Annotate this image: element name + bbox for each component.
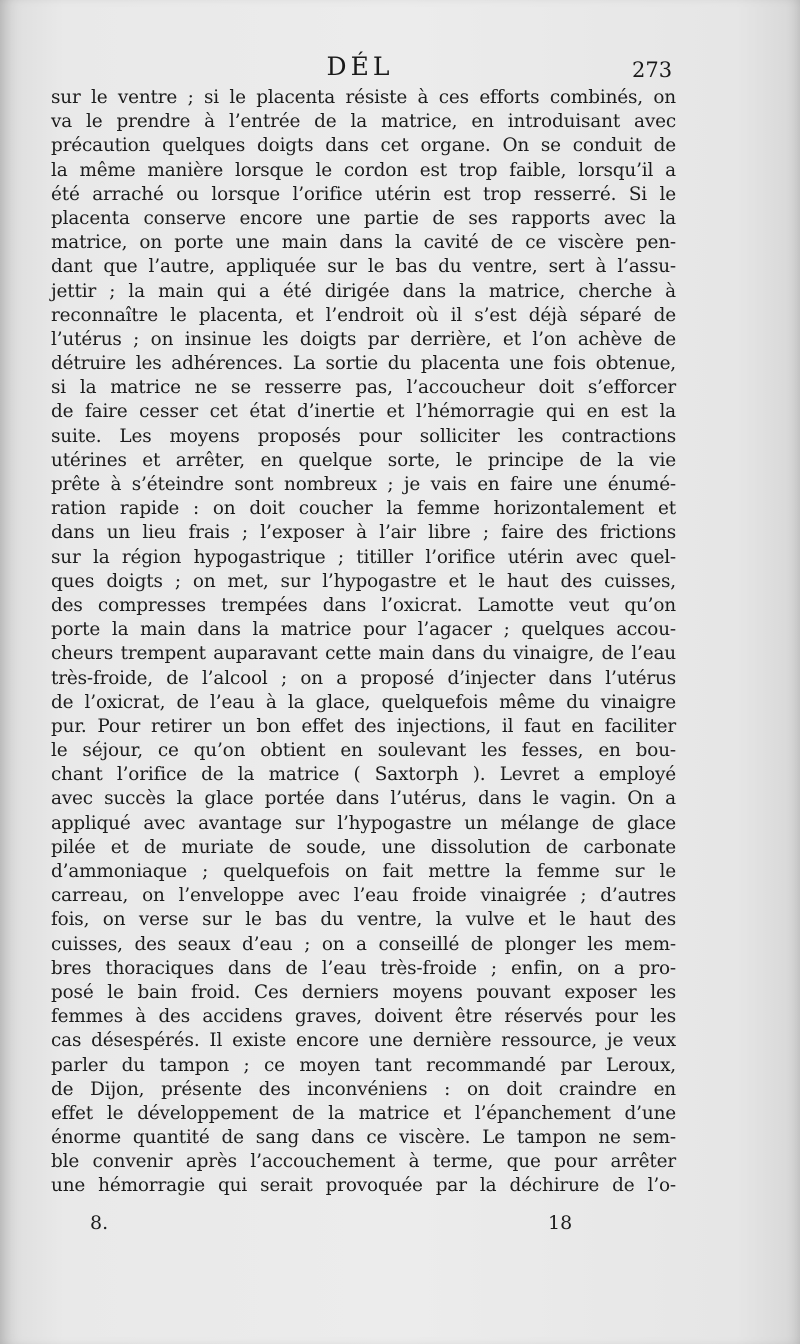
text-line: de Dijon, présente des inconvéniens : on doit craindre en xyxy=(51,1078,676,1100)
text-line: la même manière lorsque le cordon est trop faible, lorsqu’il a xyxy=(51,159,676,181)
signature-number: 18 xyxy=(548,1212,573,1234)
text-line: reconnaître le placenta, et l’endroit où il s’est déjà séparé de xyxy=(51,304,676,326)
text-line: cas désespérés. Il existe encore une dernière ressource, je veux xyxy=(51,1030,676,1052)
text-line: utérines et arrêter, en quelque sorte, le principe de la vie xyxy=(51,449,676,471)
text-line: de faire cesser cet état d’inertie et l’hémorragie qui en est la xyxy=(51,401,676,423)
text-line: carreau, on l’enveloppe avec l’eau froide vinaigrée ; d’autres xyxy=(51,885,676,907)
text-line: cheurs trempent auparavant cette main dans du vinaigre, de l’eau xyxy=(51,643,676,665)
text-line: effet le développement de la matrice et l’épanchement d’une xyxy=(51,1102,676,1124)
text-line: bres thoraciques dans de l’eau très-froide ; enfin, on a pro- xyxy=(51,957,676,979)
text-line: très-froide, de l’alcool ; on a proposé d’injecter dans l’utérus xyxy=(51,667,676,689)
text-line: pilée et de muriate de soude, une dissolution de carbonate xyxy=(51,836,676,858)
text-line: parler du tampon ; ce moyen tant recommandé par Leroux, xyxy=(51,1054,676,1076)
body-text xyxy=(51,86,676,1199)
text-line: été arraché ou lorsque l’orifice utérin est trop resserré. Si le xyxy=(51,183,676,205)
text-line: avec succès la glace portée dans l’utérus, dans le vagin. On a xyxy=(51,788,676,810)
text-line: posé le bain froid. Ces derniers moyens pouvant exposer les xyxy=(51,981,676,1003)
text-line: va le prendre à l’entrée de la matrice, en introduisant avec xyxy=(51,111,676,133)
text-line: dant que l’autre, appliquée sur le bas du ventre, sert à l’assu- xyxy=(51,256,676,278)
text-line: si la matrice ne se resserre pas, l’accoucheur doit s’efforcer xyxy=(51,377,676,399)
text-line: une hémorragie qui serait provoquée par la déchirure de l’o- xyxy=(51,1175,676,1197)
text-line: appliqué avec avantage sur l’hypogastre un mélange de glace xyxy=(51,812,676,834)
text-line: fois, on verse sur le bas du ventre, la vulve et le haut des xyxy=(51,909,676,931)
text-line: des compresses trempées dans l’oxicrat. Lamotte veut qu’on xyxy=(51,594,676,616)
text-line: dans un lieu frais ; l’exposer à l’air libre ; faire des frictions xyxy=(51,522,676,544)
page-number: 273 xyxy=(632,58,673,82)
text-line: énorme quantité de sang dans ce viscère. Le tampon ne sem- xyxy=(51,1127,676,1149)
text-line: de l’oxicrat, de l’eau à la glace, quelquefois même du vinaigre xyxy=(51,691,676,713)
text-line: femmes à des accidens graves, doivent être réservés pour les xyxy=(51,1006,676,1028)
text-line: le séjour, ce qu’on obtient en soulevant les fesses, en bou- xyxy=(51,740,676,762)
text-line: chant l’orifice de la matrice ( Saxtorph ). Levret a employé xyxy=(51,764,676,786)
text-line: ques doigts ; on met, sur l’hypogastre et le haut des cuisses, xyxy=(51,570,676,592)
text-line: ble convenir après l’accouchement à terme, que pour arrêter xyxy=(51,1151,676,1173)
text-line: porte la main dans la matrice pour l’agacer ; quelques accou- xyxy=(51,619,676,641)
text-line: d’ammoniaque ; quelquefois on fait mettre la femme sur le xyxy=(51,861,676,882)
text-line: précaution quelques doigts dans cet organe. On se conduit de xyxy=(51,135,676,157)
text-line: matrice, on porte une main dans la cavité de ce viscère pen- xyxy=(51,232,676,254)
text-line: détruire les adhérences. La sortie du placenta une fois obtenue, xyxy=(51,353,676,375)
text-line: prête à s’éteindre sont nombreux ; je vais en faire une énumé- xyxy=(51,474,676,495)
text-line: placenta conserve encore une partie de ses rapports avec la xyxy=(51,207,676,229)
text-line: l’utérus ; on insinue les doigts par derrière, et l’on achève de xyxy=(51,328,676,350)
text-line: sur la région hypogastrique ; titiller l’orifice utérin avec quel- xyxy=(51,546,676,568)
text-line: cuisses, des seaux d’eau ; on a conseillé de plonger les mem- xyxy=(51,933,676,955)
text-line: ration rapide : on doit coucher la femme horizontalement et xyxy=(51,498,676,520)
text-line: suite. Les moyens proposés pour solliciter les contractions xyxy=(51,425,676,447)
text-line: sur le ventre ; si le placenta résiste à ces efforts combinés, on xyxy=(51,87,676,108)
signature-mark: 8. xyxy=(90,1212,109,1234)
text-line: jettir ; la main qui a été dirigée dans la matrice, cherche à xyxy=(51,280,676,302)
text-line: pur. Pour retirer un bon effet des injections, il faut en faciliter xyxy=(51,715,676,737)
running-head: DÉL xyxy=(326,52,394,81)
